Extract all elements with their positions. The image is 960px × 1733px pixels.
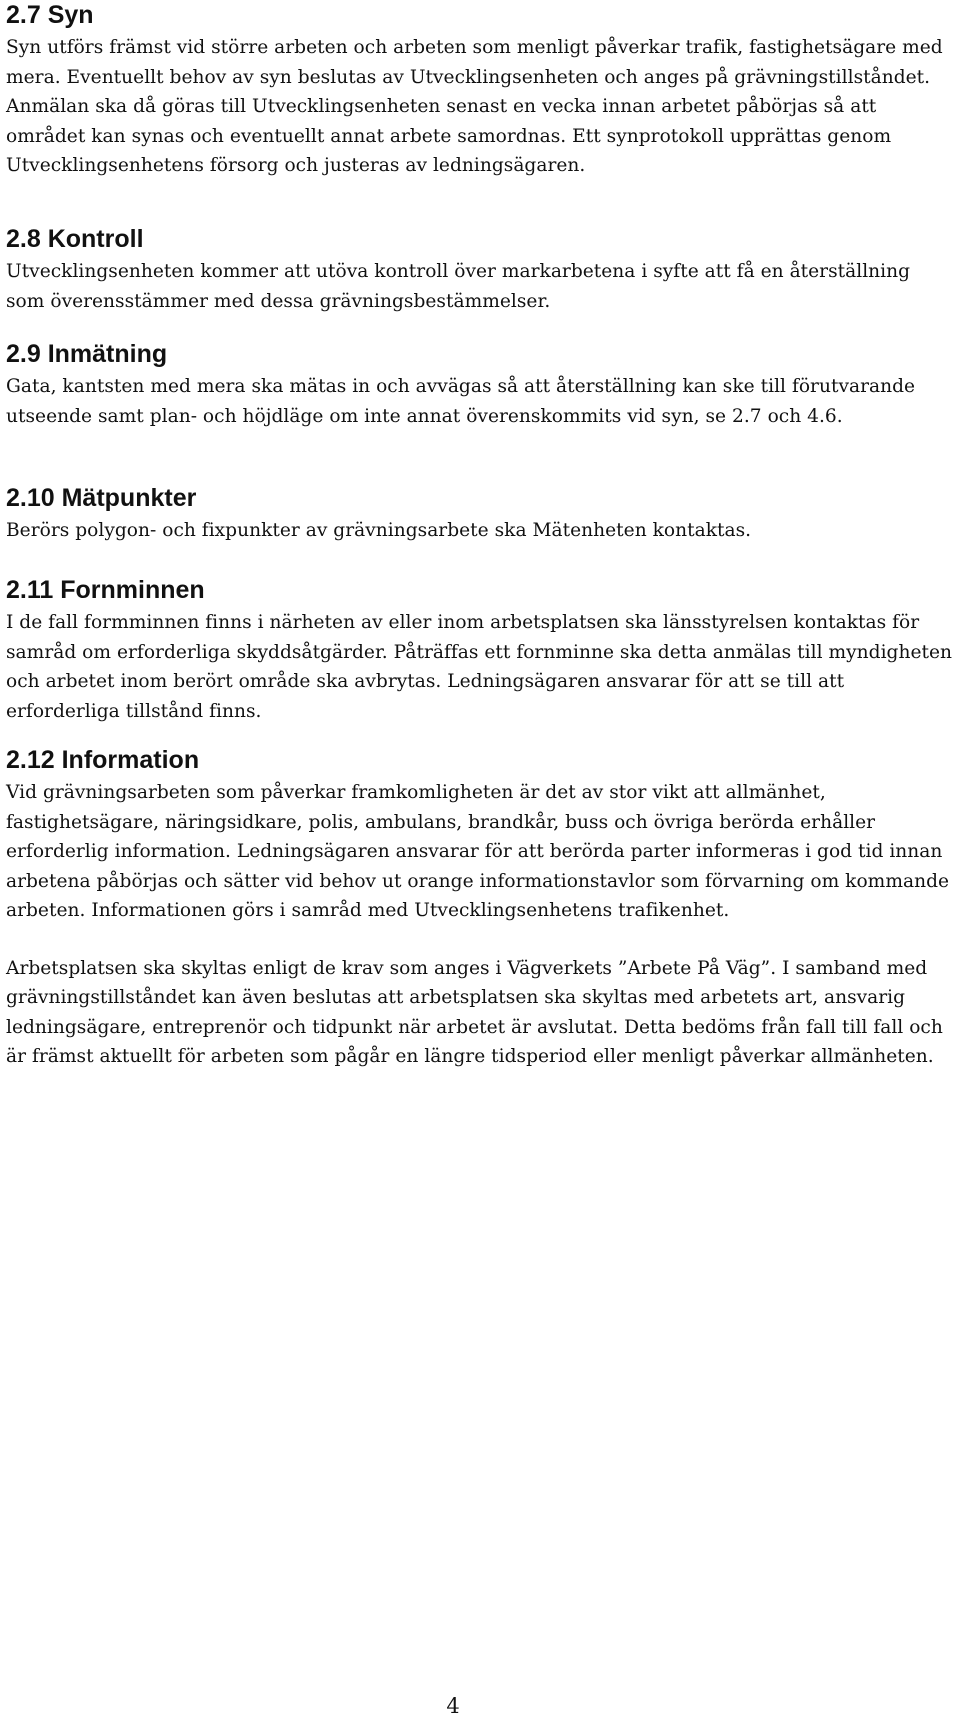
section-information <box>6 745 952 1072</box>
section-paragraph: Gata, kantsten med mera ska mätas in och avvägas så att återställning kan ske till förutvarande utseende samt plan- och höjdläge om inte annat överenskommits vid syn, se 2.7 och 4.6. <box>6 376 916 427</box>
page-number: 4 <box>446 1694 460 1718</box>
section-syn <box>6 0 952 181</box>
section-kontroll <box>6 224 952 316</box>
section-paragraph: Arbetsplatsen ska skyltas enligt de krav som anges i Vägverkets ”Arbete På Väg”. I samband med grävningstillståndet kan även beslutas att arbetsplatsen ska skyltas med arbetets art, ansvarig ledningsägare, entreprenör och tidpunkt när arbetet är avslutat. Detta bedöms från fall till fall och är främst aktuellt för arbeten som pågår en längre tidsperiod eller menligt påverkar allmänheten. <box>6 957 943 1067</box>
section-inmatning <box>6 339 952 431</box>
section-paragraph: Berörs polygon- och fixpunkter av grävningsarbete ska Mätenheten kontaktas. <box>6 520 752 541</box>
section-heading: 2.8 Kontroll <box>6 225 144 253</box>
section-paragraph: Utvecklingsenheten kommer att utöva kontroll över markarbetena i syfte att få en återställning som överensstämmer med dessa grävningsbestämmelser. <box>6 261 911 312</box>
section-paragraph: Syn utförs främst vid större arbeten och arbeten som menligt påverkar trafik, fastighetsägare med mera. Eventuellt behov av syn beslutas av Utvecklingsenheten och anges på grävningstillståndet. Anmälan ska då göras till Utvecklingsenheten senast en vecka innan arbetet påbörjas så att området kan synas och eventuellt annat arbete samordnas. Ett synprotokoll upprättas genom Utvecklingsenhetens försorg och justeras av ledningsägaren. <box>6 37 943 176</box>
section-paragraph: Vid grävningsarbeten som påverkar framkomligheten är det av stor vikt att allmänhet, fastighetsägare, näringsidkare, polis, ambulans, brandkår, buss och övriga berörda erhåller erforderlig information. Ledningsägaren ansvarar för att berörda parter informeras i god tid innan arbetena påbörjas och sätter vid behov ut orange informationstavlor som förvarning om kommande arbeten. Informationen görs i samråd med Utvecklingsenhetens trafikenhet. <box>6 782 950 921</box>
section-heading: 2.7 Syn <box>6 1 94 29</box>
section-heading: 2.12 Information <box>6 746 200 774</box>
section-heading: 2.11 Fornminnen <box>6 576 205 604</box>
section-fornminnen <box>6 575 952 726</box>
section-heading: 2.10 Mätpunkter <box>6 484 197 512</box>
section-heading: 2.9 Inmätning <box>6 340 168 368</box>
section-matpunkter <box>6 483 952 546</box>
section-paragraph: I de fall formminnen finns i närheten av eller inom arbetsplatsen ska länsstyrelsen kontaktas för samråd om erforderliga skyddsåtgärder. Påträffas ett fornminne ska detta anmälas till myndigheten och arbetet inom berört område ska avbrytas. Ledningsägaren ansvarar för att se till att erforderliga tillstånd finns. <box>6 612 953 722</box>
